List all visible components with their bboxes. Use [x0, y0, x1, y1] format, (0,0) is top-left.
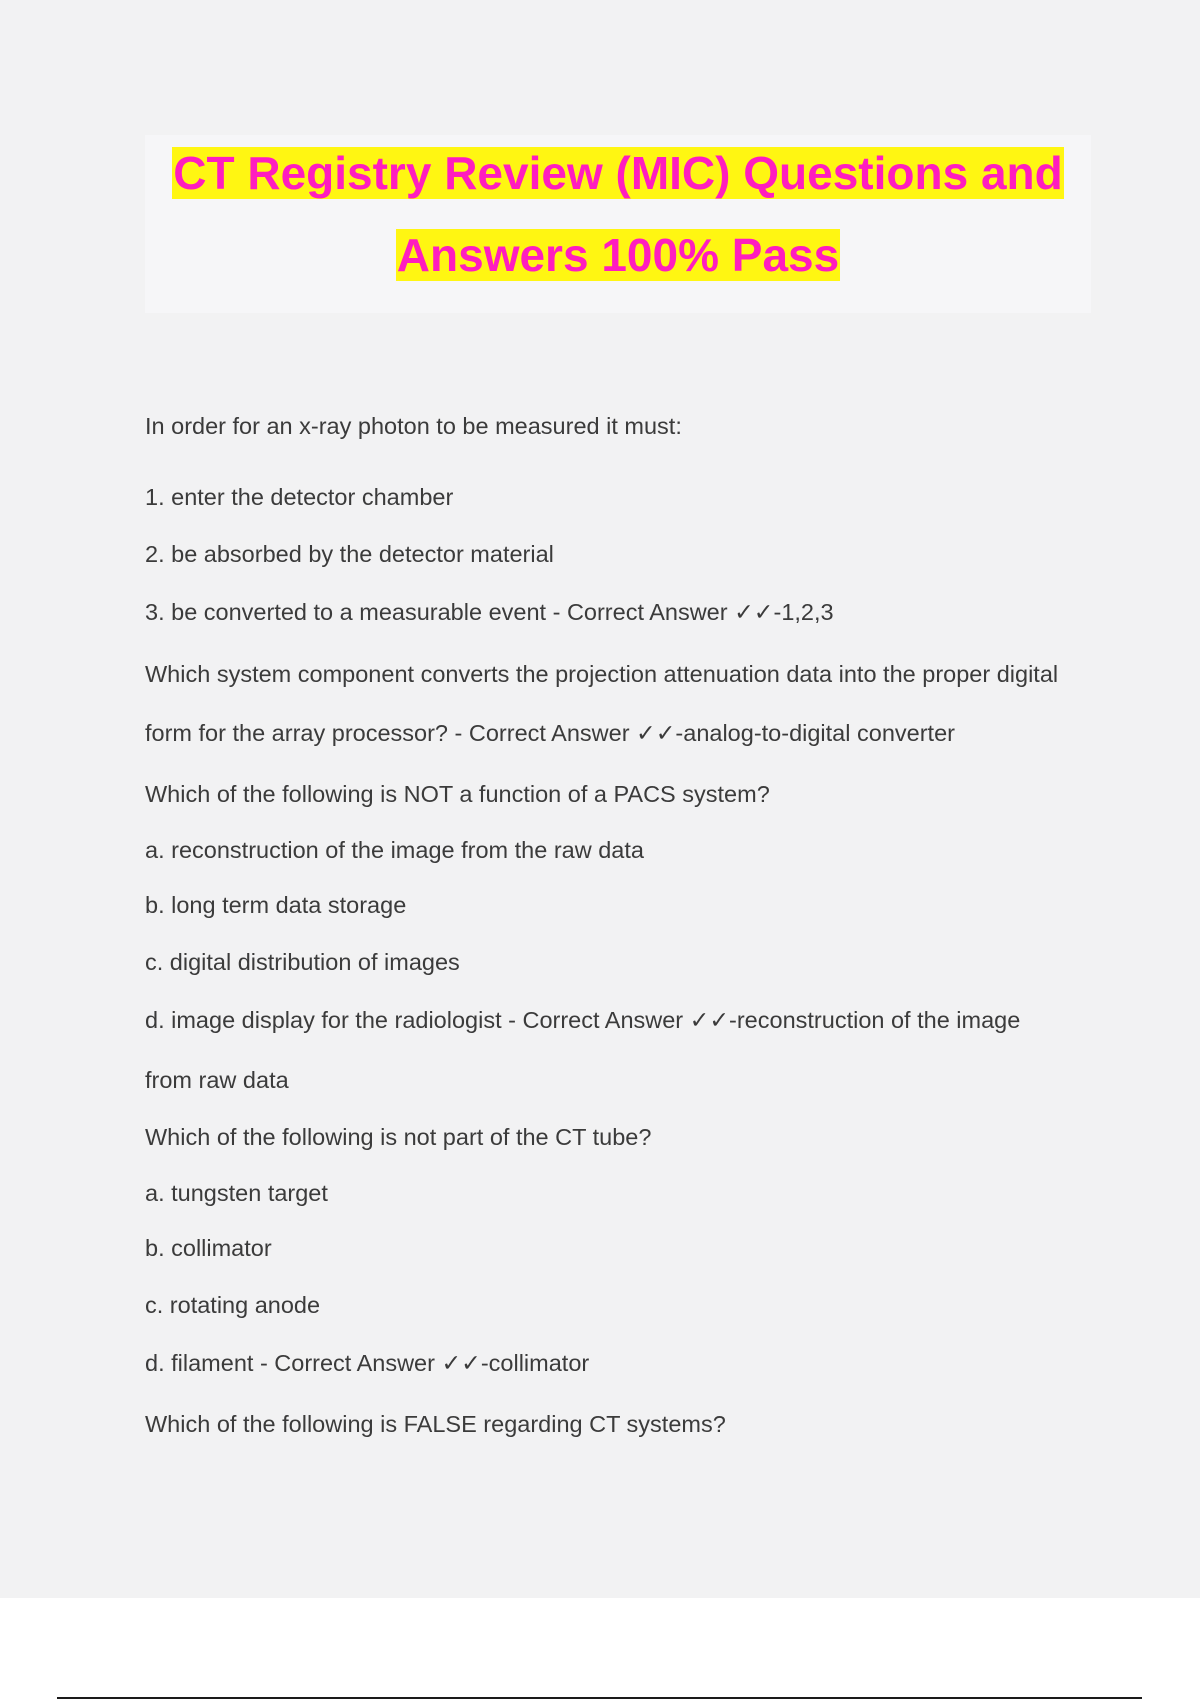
question-1-item-3-answer: 3. be converted to a measurable event - Correct Answer ✓✓-1,2,3: [145, 599, 834, 625]
question-3-option-b: b. long term data storage: [145, 892, 407, 918]
question-1-stem: In order for an x-ray photon to be measured it must:: [145, 413, 682, 439]
title-highlight-2: Answers 100% Pass: [396, 229, 840, 281]
question-3-option-d-answer: d. image display for the radiologist - Correct Answer ✓✓-reconstruction of the image: [145, 1007, 1021, 1033]
document-title-line-2: [145, 226, 1091, 284]
question-1-item-2: 2. be absorbed by the detector material: [145, 541, 554, 567]
question-2-line-1: Which system component converts the projection attenuation data into the proper digital: [145, 661, 1059, 687]
question-5-stem: Which of the following is FALSE regarding CT systems?: [145, 1411, 726, 1437]
question-2-line-2-answer: form for the array processor? - Correct Answer ✓✓-analog-to-digital converter: [145, 720, 955, 746]
question-3-stem: Which of the following is NOT a function of a PACS system?: [145, 781, 770, 807]
question-4-option-d-answer: d. filament - Correct Answer ✓✓-collimator: [145, 1350, 590, 1376]
question-4-option-b: b. collimator: [145, 1235, 272, 1261]
question-1-item-1: 1. enter the detector chamber: [145, 484, 454, 510]
title-highlight-1: CT Registry Review (MIC) Questions and: [173, 147, 1063, 199]
question-3-option-c: c. digital distribution of images: [145, 949, 460, 975]
footer-divider: [57, 1697, 1142, 1699]
question-3-answer-continued: from raw data: [145, 1067, 289, 1093]
question-4-option-a: a. tungsten target: [145, 1180, 328, 1206]
document-title-line-1: [145, 144, 1091, 202]
question-3-option-a: a. reconstruction of the image from the raw data: [145, 837, 644, 863]
question-4-stem: Which of the following is not part of the CT tube?: [145, 1124, 652, 1150]
question-4-option-c: c. rotating anode: [145, 1292, 321, 1318]
